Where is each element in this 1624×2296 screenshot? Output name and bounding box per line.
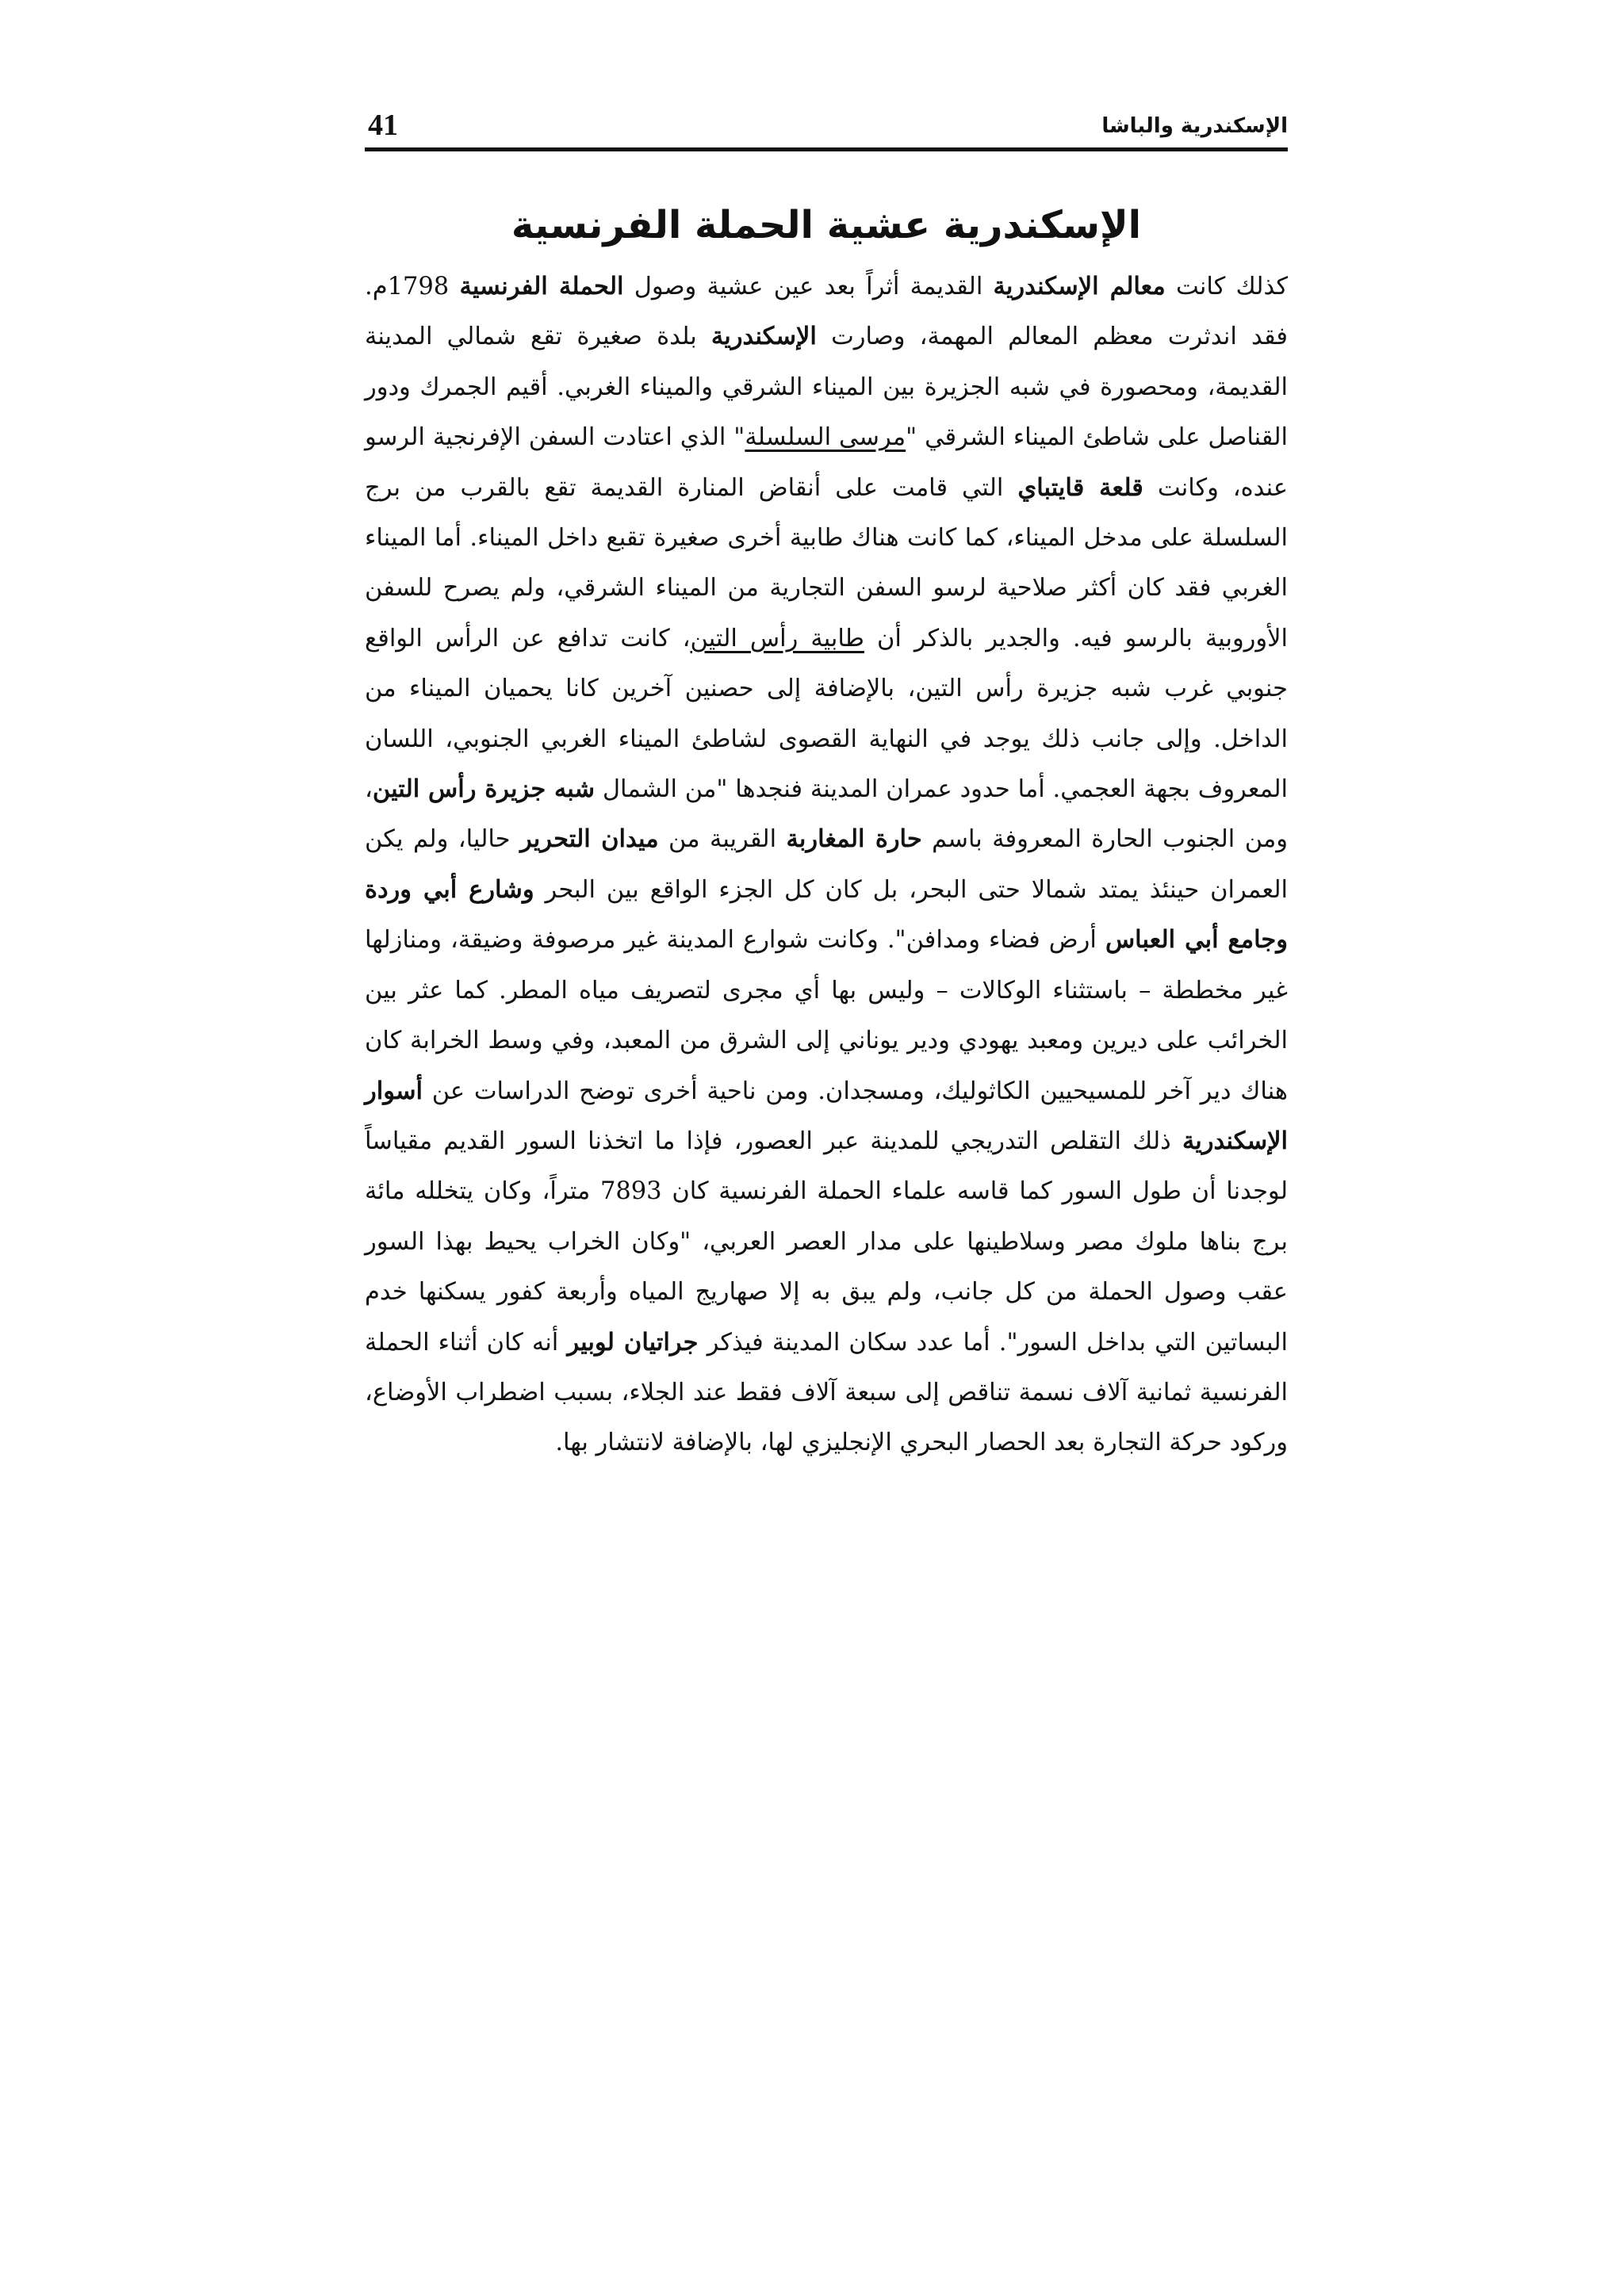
text-run: ذلك التقلص التدريجي للمدينة عبر العصور، فإذا ما اتخذنا السور القديم مقياساً لوجدنا أن طول السور كما قاسه علماء الحملة الفرنسية كان 7893 متراً، وكان يتخلله مائة برج بناها ملوك مصر وسلاطينها على مدار العصر العربي، "وكان الخراب يحيط بهذا السور عقب وصول الحملة من كل جانب، ولم يبق به إلا صهاريج المياه وأربعة كفور يسكنها خدم البساتين التي بداخل السور". أما عدد سكان المدينة فيذكر [365,1127,1288,1357]
text-run: كذلك كانت [1165,273,1289,300]
text-run: حاليا، ولم يكن العمران حينئذ يمتد شمالا حتى البحر، بل كان كل الجزء الواقع بين البحر [365,825,1288,904]
bold-term: حارة المغاربة [786,825,922,854]
bold-term: قلعة قايتباي [1017,473,1143,502]
bold-term: الحملة الفرنسية [459,272,624,300]
bold-term: أسوار الإسكندرية [365,1076,1288,1155]
underlined-term: مرسى السلسلة [745,423,906,452]
text-run: أرض فضاء ومدافن". وكانت شوارع المدينة غير مرصوفة وضيقة، ومنازلها غير مخططة – باستثناء الوكالات – وليس بها أي مجرى لتصريف مياه المطر. كما عثر بين الخرائب على ديرين ومعبد يهودي ودير يوناني إلى الشرق من المعبد، وفي وسط الخرابة كان هناك دير آخر للمسيحيين الكاثوليك، ومسجدان. ومن ناحية أخرى توضح الدراسات عن [365,926,1288,1105]
bold-term: الإسكندرية [710,322,817,351]
page-number: 41 [368,109,398,142]
bold-term: جراتيان لوبير [567,1327,699,1357]
body-paragraph [365,262,1288,1468]
text-run: " الذي اعتادت السفن الإفرنجية الرسو عنده، وكانت [365,423,1289,502]
text-run: بلدة صغيرة تقع شمالي المدينة القديمة، ومحصورة في شبه الجزيرة بين الميناء الشرقي والميناء الغربي. أقيم الجمرك ودور القناصل على شاطئ الميناء الشرقي " [365,323,1289,452]
text-run: 1798م. فقد اندثرت معظم المعالم المهمة، وصارت [365,273,1288,351]
underlined-term: طابية رأس التين [690,624,864,652]
bold-term: شبه جزيرة رأس التين [372,775,596,804]
page-header [365,98,1288,151]
text-run: القريبة من [658,825,787,854]
text-run: التي قامت على أنقاض المنارة القديمة تقع بالقرب من برج السلسلة على مدخل الميناء، كما كانت هناك طابية أخرى صغيرة تقبع داخل الميناء. أما الميناء الغربي فقد كان أكثر صلاحية لرسو السفن التجارية من الميناء الشرقي، ولم يصرح للسفن الأوروبية بالرسو فيه. والجدير بالذكر أن [365,473,1288,652]
bold-term: وشارع أبي وردة وجامع أبي العباس [365,874,1288,955]
chapter-title: الإسكندرية عشية الحملة الفرنسية [511,203,1142,247]
text-run: القديمة أثراً بعد عين عشية وصول [623,273,994,300]
text-run: ، ومن الجنوب الحارة المعروفة باسم [365,775,1288,854]
bold-term: معالم الإسكندرية [993,272,1166,300]
running-title: الإسكندرية والباشا [1101,114,1288,138]
text-run: أنه كان أثناء الحملة الفرنسية ثمانية آلاف نسمة تناقص إلى سبعة آلاف فقط عند الجلاء، بسبب اضطراب الأوضاع، وركود حركة التجارة بعد الحصار البحري الإنجليزي لها، بالإضافة لانتشار بها. [365,1328,1288,1457]
text-run: ، كانت تدافع عن الرأس الواقع جنوبي غرب شبه جزيرة رأس التين، بالإضافة إلى حصنين آخرين كانا يحميان الميناء من الداخل. وإلى جانب ذلك يوجد في النهاية القصوى لشاطئ الميناء الغربي الجنوبي، اللسان المعروف بجهة العجمي. أما حدود عمران المدينة فنجدها "من الشمال [365,624,1288,804]
bold-term: ميدان التحرير [519,825,659,854]
